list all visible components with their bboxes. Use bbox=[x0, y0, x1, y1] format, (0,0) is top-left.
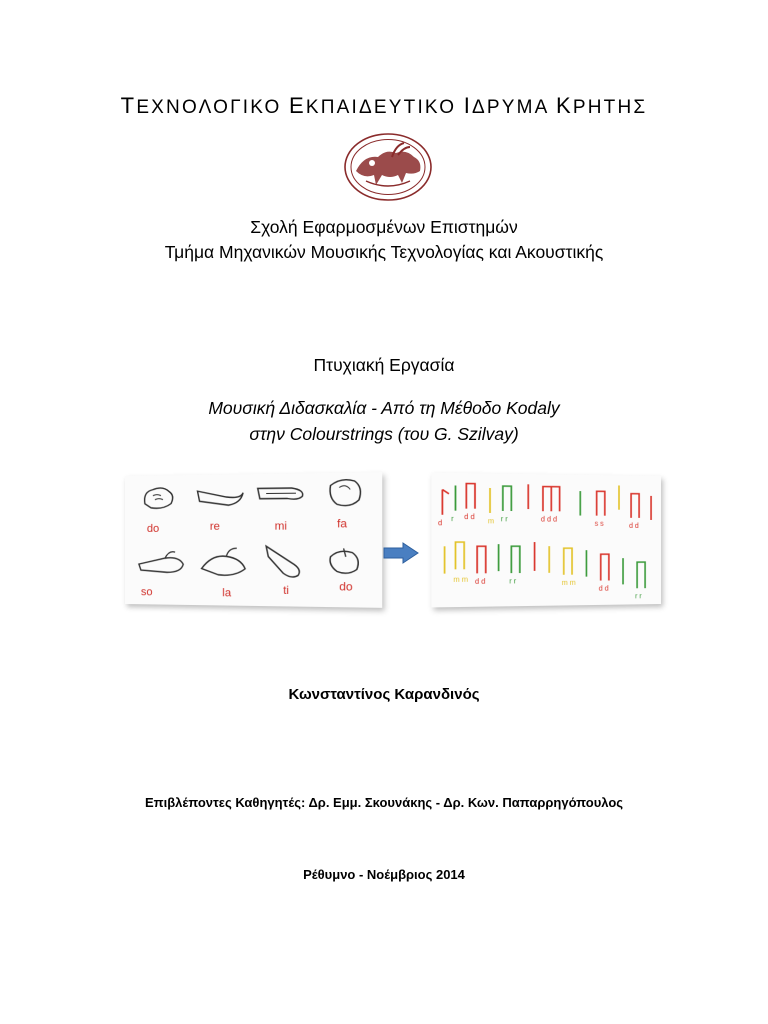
solfege-label: so bbox=[140, 586, 153, 599]
svg-text:d: d bbox=[438, 519, 443, 528]
svg-text:m m: m m bbox=[453, 575, 469, 585]
solfege-label: fa bbox=[337, 517, 348, 531]
title-initial: Ε bbox=[288, 93, 306, 118]
colourstrings-notation-image bbox=[431, 473, 661, 608]
institution-seal-icon bbox=[342, 131, 434, 203]
hand-sign-icon bbox=[198, 544, 252, 581]
hand-sign-icon bbox=[139, 481, 181, 512]
arrow-right-icon bbox=[383, 542, 419, 564]
svg-text:r r: r r bbox=[509, 577, 517, 586]
svg-text:r r: r r bbox=[500, 515, 508, 524]
school-name: Σχολή Εφαρμοσμένων Επιστημών bbox=[250, 217, 518, 237]
svg-text:s s: s s bbox=[594, 519, 604, 528]
title-rest: ΚΠΑΙΔΕΥΤΙΚΟ bbox=[305, 97, 464, 118]
svg-text:r: r bbox=[451, 514, 454, 524]
thesis-type: Πτυχιακή Εργασία bbox=[313, 355, 455, 375]
thesis-title bbox=[0, 395, 768, 447]
place-date: Ρέθυμνο - Νοέμβριος 2014 bbox=[303, 867, 465, 882]
solfege-label: do bbox=[146, 522, 160, 535]
author-name: Κωνσταντίνος Καρανδινός bbox=[288, 686, 480, 703]
hand-sign-icon bbox=[256, 482, 309, 505]
svg-text:d d: d d bbox=[474, 577, 486, 586]
hand-sign-icon bbox=[262, 542, 311, 582]
institution-title bbox=[0, 93, 768, 119]
svg-text:r r: r r bbox=[635, 592, 642, 601]
title-rest: ΔΡΥΜΑ bbox=[472, 97, 556, 118]
department-name: Τμήμα Μηχανικών Μουσικής Τεχνολογίας και Ακουστικής bbox=[164, 242, 604, 262]
supervisors: Επιβλέποντες Καθηγητές: Δρ. Εμμ. Σκουνάκης - Δρ. Κων. Παπαρρηγόπουλος bbox=[144, 795, 624, 810]
solfege-label: mi bbox=[274, 520, 287, 533]
title-initial: Τ bbox=[120, 93, 137, 118]
title-rest: ΡΗΤΗΣ bbox=[572, 97, 648, 118]
svg-text:d d: d d bbox=[464, 512, 475, 522]
hand-sign-icon bbox=[135, 546, 189, 581]
title-initial: Ι bbox=[463, 93, 472, 118]
svg-text:d d: d d bbox=[598, 584, 609, 593]
hand-sign-icon bbox=[322, 474, 368, 510]
thesis-title-line2: στην Colourstrings (του G. Szilvay) bbox=[249, 424, 519, 444]
school-block bbox=[0, 215, 768, 265]
solfege-label: re bbox=[209, 520, 220, 533]
title-initial: Κ bbox=[555, 93, 573, 118]
hand-sign-icon bbox=[322, 544, 368, 580]
svg-text:d d d: d d d bbox=[540, 515, 558, 524]
thesis-title-line1: Μουσική Διδασκαλία - Από τη Μέθοδο Kodaly bbox=[208, 398, 560, 418]
hand-sign-icon bbox=[195, 482, 247, 507]
solfege-label: la bbox=[222, 587, 232, 600]
colour-notes-icon bbox=[431, 473, 661, 608]
svg-text:m m: m m bbox=[561, 578, 576, 588]
svg-text:m: m bbox=[487, 517, 495, 526]
solfege-hand-signs-image bbox=[125, 472, 382, 608]
solfege-label: ti bbox=[283, 584, 290, 598]
svg-text:d d: d d bbox=[629, 521, 639, 530]
title-rest: ΕΧΝΟΛΟΓΙΚΟ bbox=[136, 97, 289, 118]
solfege-label: do bbox=[339, 580, 353, 594]
